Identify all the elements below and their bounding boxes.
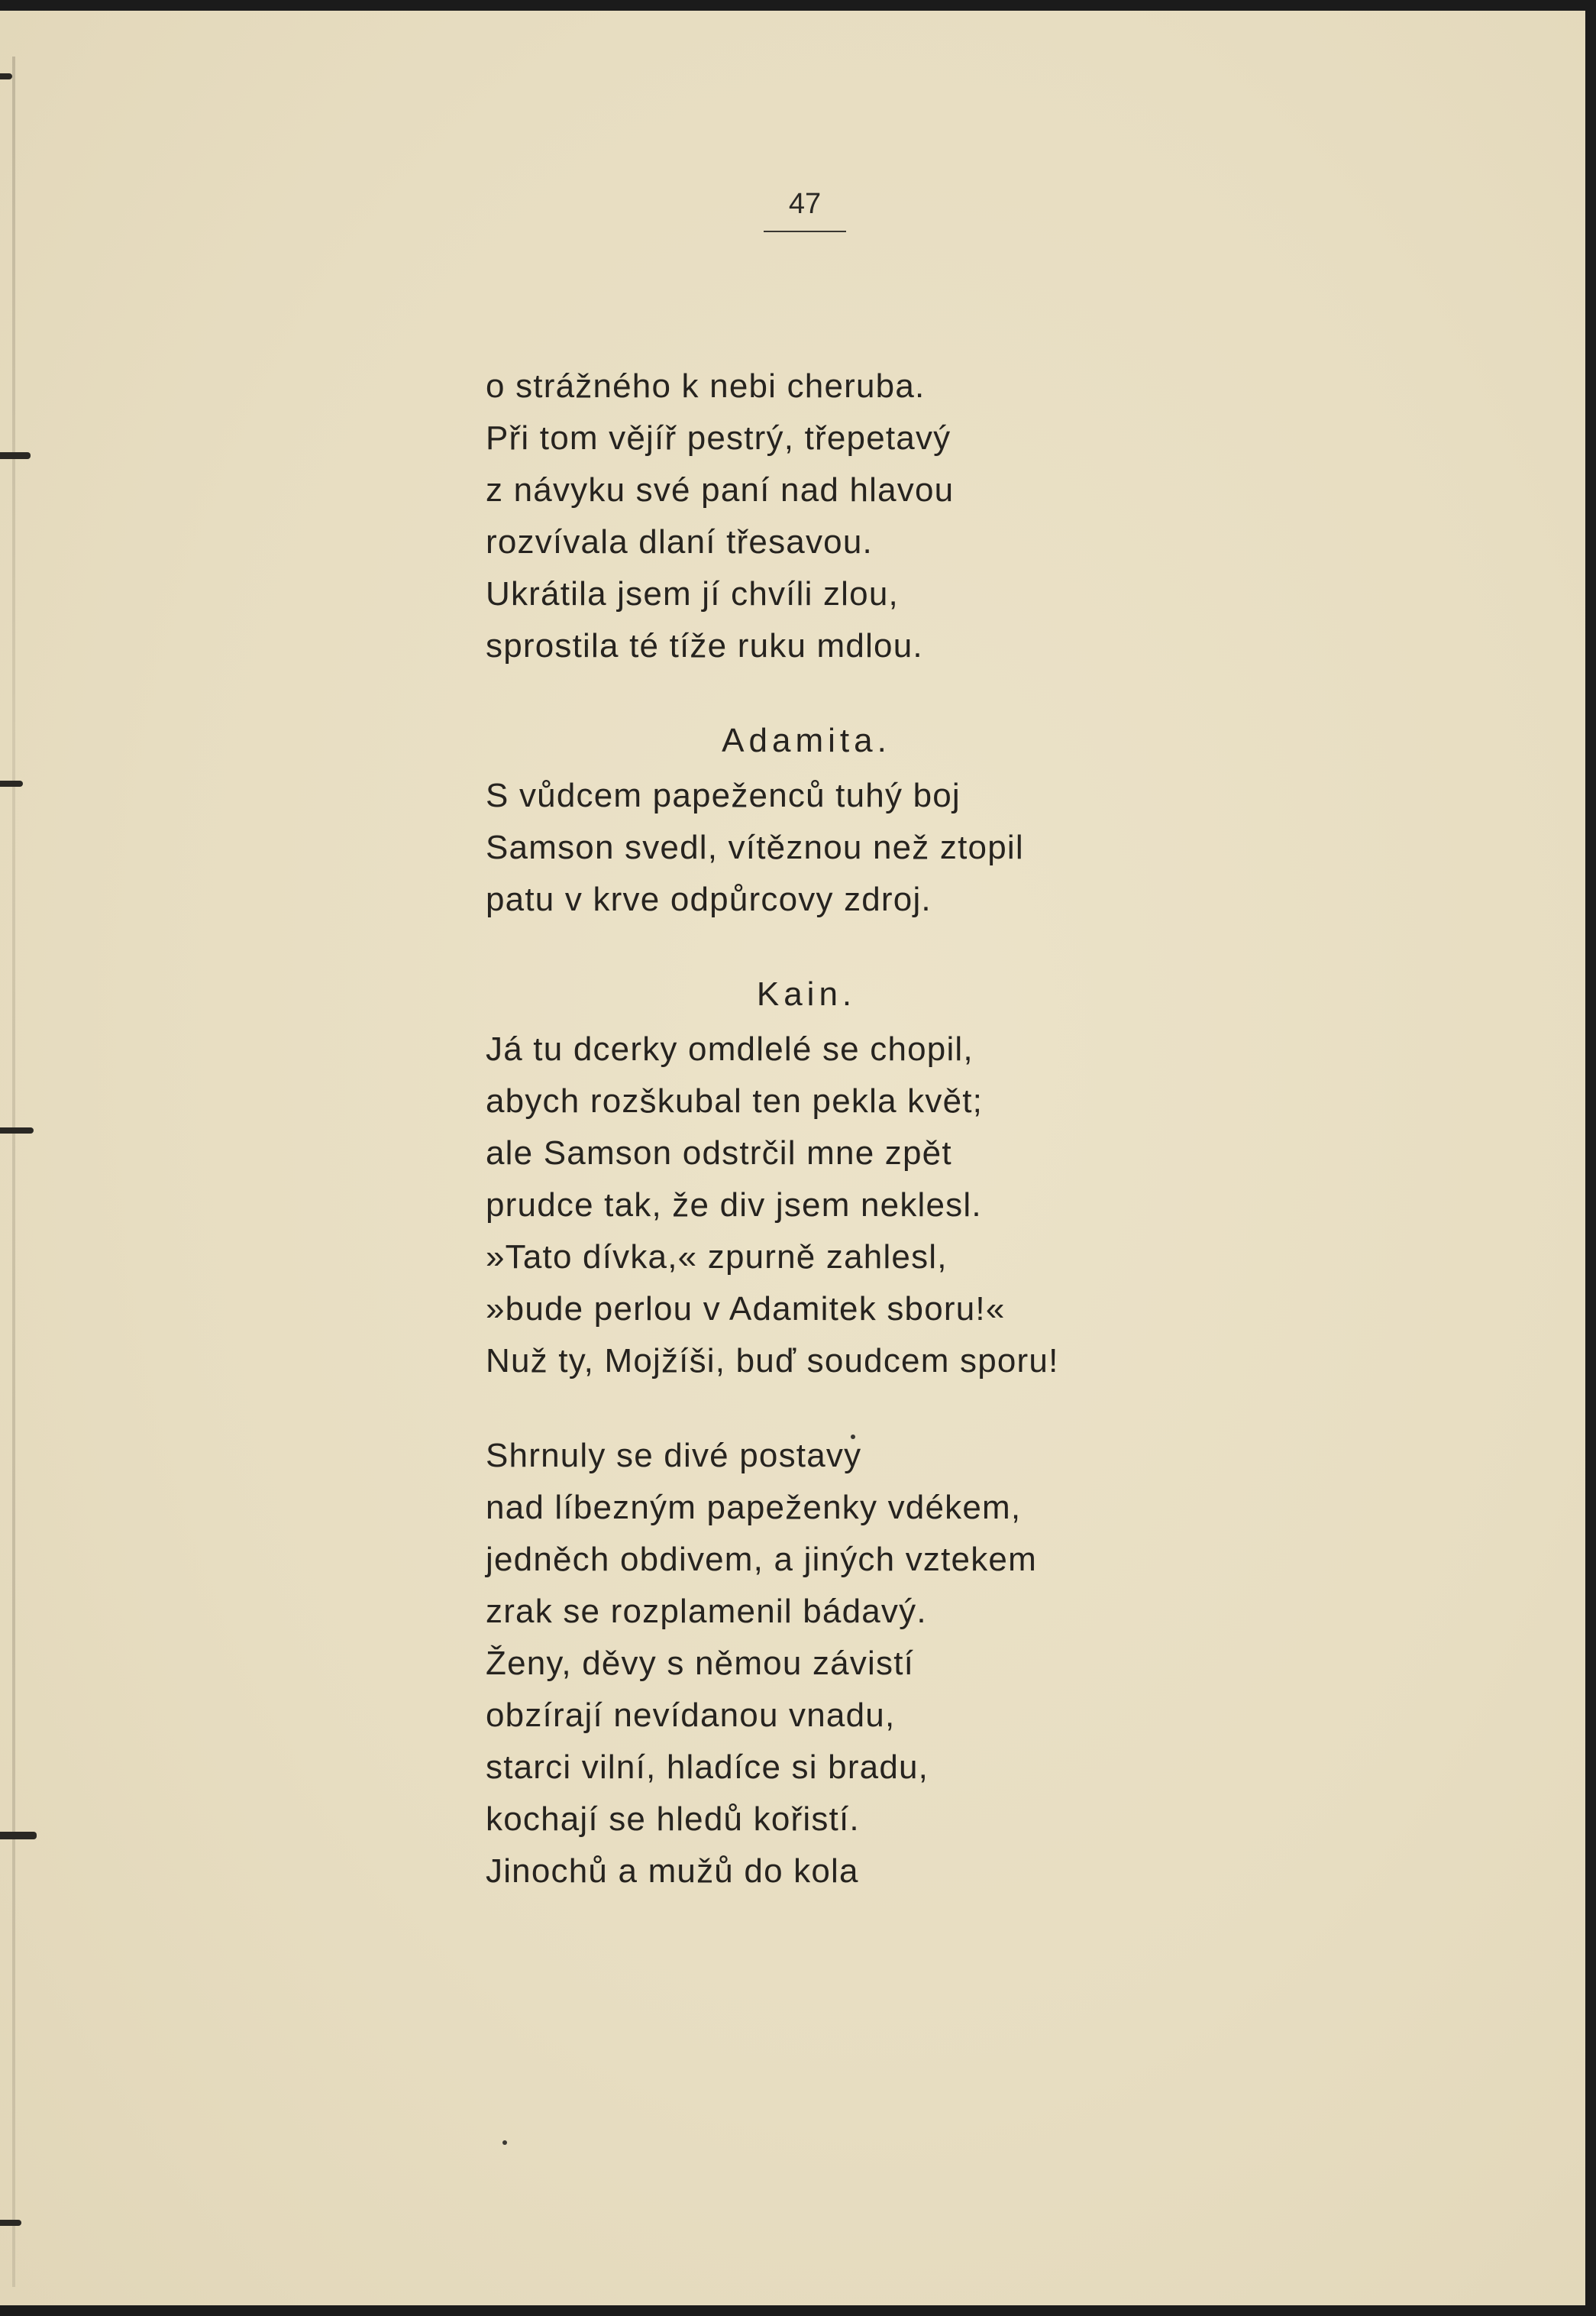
verse-line: starci vilní, hladíce si bradu,: [486, 1748, 929, 1786]
verse-line: Shrnuly se divé postavy: [486, 1437, 862, 1474]
verse-line: abych rozškubal ten pekla květ;: [486, 1082, 984, 1120]
verse-line: rozvívala dlaní třesavou.: [486, 523, 873, 561]
verse-line: kochají se hledů kořistí.: [486, 1800, 860, 1838]
speaker-heading: Kain.: [756, 975, 857, 1013]
verse-line: nad líbezným papeženky vdékem,: [486, 1489, 1022, 1526]
stanza: [486, 1024, 1234, 1387]
page-number: 47: [788, 188, 822, 220]
stanza-gap: [486, 1387, 1234, 1430]
binding-mark: [0, 73, 12, 79]
binding-mark: [0, 452, 31, 459]
verse-line: Při tom vějíř pestrý, třepetavý: [486, 419, 951, 457]
binding-mark: [0, 1832, 37, 1839]
page-edge: [12, 57, 15, 2287]
verse-line: jedněch obdivem, a jiných vztekem: [486, 1541, 1037, 1578]
binding-mark: [0, 1127, 34, 1134]
verse-line: zrak se rozplamenil bádavý.: [486, 1593, 927, 1630]
verse-line: patu v krve odpůrcovy zdroj.: [486, 881, 932, 918]
binding-mark: [0, 2220, 21, 2226]
verse-line: o strážného k nebi cheruba.: [486, 367, 926, 405]
binding-mark: [0, 781, 23, 787]
poem-text: [486, 361, 1234, 1897]
verse-line: »bude perlou v Adamitek sboru!«: [486, 1290, 1006, 1328]
verse-line: S vůdcem papeženců tuhý boj: [486, 777, 961, 814]
stanza: [486, 1430, 1234, 1897]
ink-speck: [502, 2140, 507, 2145]
verse-line: Já tu dcerky omdlelé se chopil,: [486, 1030, 974, 1068]
verse-line: sprostila té tíže ruku mdlou.: [486, 627, 923, 665]
verse-line: ale Samson odstrčil mne zpět: [486, 1134, 952, 1172]
verse-line: Ženy, děvy s němou závistí: [486, 1645, 915, 1682]
verse-line: obzírají nevídanou vnadu,: [486, 1697, 896, 1734]
verse-line: Ukrátila jsem jí chvíli zlou,: [486, 575, 899, 613]
verse-line: z návyku své paní nad hlavou: [486, 471, 955, 509]
verse-line: prudce tak, že div jsem neklesl.: [486, 1186, 982, 1224]
stanza: [486, 770, 1234, 926]
verse-line: Jinochů a mužů do kola: [486, 1852, 859, 1890]
speaker-heading: Adamita.: [722, 722, 891, 759]
verse-line: Samson svedl, vítěznou než ztopil: [486, 829, 1024, 866]
stanza: [486, 361, 1234, 672]
page-number-rule: [764, 231, 846, 232]
book-page: [0, 11, 1585, 2305]
verse-line: »Tato dívka,« zpurně zahlesl,: [486, 1238, 948, 1276]
verse-line: Nuž ty, Mojžíši, buď soudcem sporu!: [486, 1342, 1059, 1380]
